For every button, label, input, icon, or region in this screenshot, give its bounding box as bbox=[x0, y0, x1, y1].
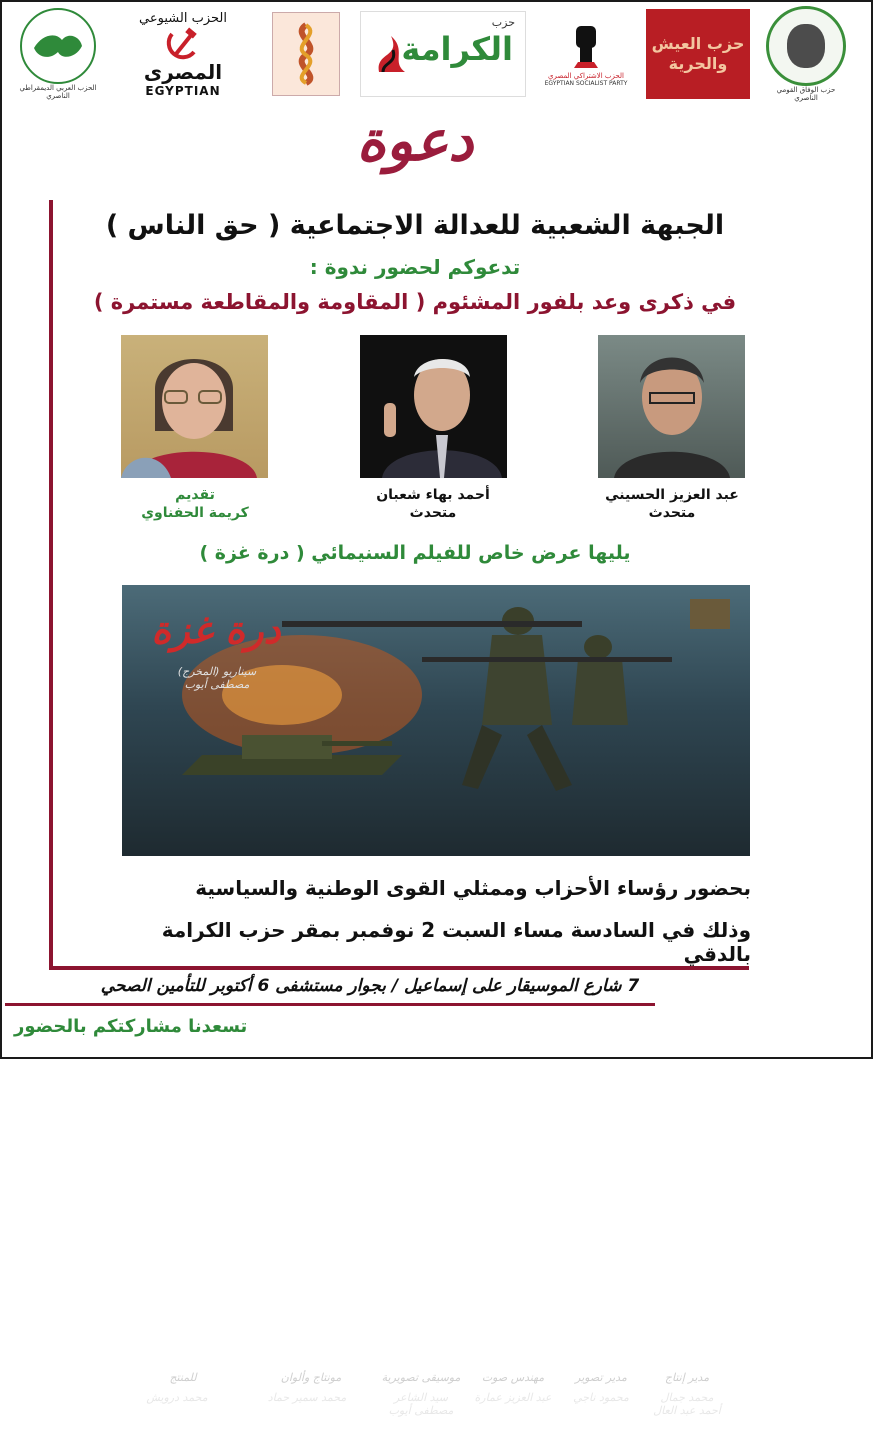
logo-caption-main: الكرامة bbox=[401, 30, 513, 68]
logo-caption-en: EGYPTIAN bbox=[145, 83, 221, 98]
socialist-party-fist-logo bbox=[542, 6, 630, 102]
speaker-name: أحمد بهاء شعبان bbox=[376, 487, 490, 503]
braid-emblem-logo bbox=[270, 6, 342, 102]
film-credits bbox=[122, 1365, 750, 1445]
maroon-vertical-rule bbox=[49, 200, 53, 970]
front-title: الجبهة الشعبية للعدالة الاجتماعية ( حق الناس ) bbox=[105, 210, 725, 241]
credit-role: مهندس صوت bbox=[481, 1371, 545, 1384]
logo-caption-top: الحزب الشيوعي bbox=[139, 10, 227, 26]
arab-nasserist-party-logo bbox=[18, 6, 98, 102]
logo-caption-en: EGYPTIAN SOCIALIST PARTY bbox=[544, 79, 628, 87]
credit-names: محمد جمال أحمد عبد العال bbox=[653, 1391, 721, 1417]
logo-caption: حزب العيش والحرية bbox=[651, 34, 745, 73]
karama-party-logo bbox=[360, 6, 526, 102]
closing-line: تسعدنا مشاركتكم بالحضور bbox=[14, 1016, 248, 1037]
credit-names: سيد الشاعر مصطفى أيوب bbox=[388, 1391, 454, 1417]
logo-strip bbox=[14, 6, 860, 102]
raised-fist-icon bbox=[566, 22, 606, 72]
seminar-topic: في ذكرى وعد بلفور المشئوم ( المقاومة والمقاطعة مستمرة ) bbox=[93, 290, 737, 314]
party-sign-panel bbox=[646, 9, 750, 99]
arab-map-icon bbox=[20, 8, 96, 84]
film-screening-line: يليها عرض خاص للفيلم السنيمائي ( درة غزة ) bbox=[199, 542, 631, 564]
torch-swirl-icon bbox=[371, 32, 411, 76]
karama-card bbox=[360, 11, 526, 97]
speaker-photo-1 bbox=[598, 335, 745, 478]
maroon-horizontal-rule bbox=[49, 966, 749, 970]
logo-caption-main: المصرى bbox=[143, 59, 223, 84]
logo-caption-top: حزب bbox=[491, 16, 515, 29]
nasserist-portrait-logo bbox=[766, 6, 846, 102]
credit-role: مونتاج وألوان bbox=[280, 1371, 342, 1384]
credit-names: عبد العزيز عمارة bbox=[474, 1391, 552, 1404]
venue-address: 7 شارع الموسيقار على إسماعيل / بجوار مستشفى 6 أكتوبر للتأمين الصحي bbox=[100, 976, 640, 996]
speaker-role: تقديم bbox=[175, 487, 215, 503]
credit-names: محمد سمير حماد bbox=[267, 1391, 347, 1404]
egyptian-communist-party-logo bbox=[124, 6, 242, 102]
logo-caption: الحزب العربي الديمقراطي الناصري bbox=[19, 84, 97, 100]
speaker-photo-3 bbox=[121, 335, 268, 478]
invite-line: تدعوكم لحضور ندوة : bbox=[309, 255, 521, 279]
logo-caption: حزب الوفاق القومي الناصري bbox=[776, 86, 836, 102]
speaker-caption-2 bbox=[333, 486, 533, 522]
film-subtitle: سيناريو (المخرج) مصطفى أيوب bbox=[177, 665, 257, 691]
time-place-line: وذلك في السادسة مساء السبت 2 نوفمبر بمقر حزب الكرامة بالدقي bbox=[161, 918, 751, 966]
film-title: درة غزة bbox=[151, 607, 281, 652]
credit-names: محمد درويش bbox=[146, 1391, 208, 1404]
speaker-role: متحدث bbox=[648, 505, 696, 521]
speaker-photo-2 bbox=[360, 335, 507, 478]
speaker-caption-3 bbox=[95, 486, 295, 522]
portrait-wreath-icon bbox=[766, 6, 846, 86]
credit-role: موسيقى تصويرية bbox=[381, 1371, 461, 1384]
hammer-sickle-icon bbox=[166, 26, 200, 60]
speaker-role: متحدث bbox=[409, 505, 457, 521]
maroon-bottom-rule bbox=[5, 1003, 655, 1006]
credit-role: للمنتج bbox=[169, 1371, 197, 1384]
credit-role: مدير تصوير bbox=[575, 1371, 627, 1384]
braid-panel bbox=[272, 12, 340, 96]
bread-freedom-party-logo bbox=[644, 6, 752, 102]
speaker-caption-1 bbox=[572, 486, 772, 522]
speaker-name: عبد العزيز الحسيني bbox=[605, 487, 739, 503]
braid-icon bbox=[289, 23, 323, 85]
speaker-name: كريمة الحفناوي bbox=[141, 505, 249, 521]
invitation-calligraphy: دعوة bbox=[356, 108, 474, 174]
credit-names: محمود ناجي bbox=[573, 1391, 629, 1404]
logo-caption: الحزب الاشتراكي المصري bbox=[548, 71, 624, 80]
attendance-line: بحضور رؤساء الأحزاب وممثلي القوى الوطنية والسياسية bbox=[195, 876, 751, 900]
credit-role: مدير إنتاج bbox=[664, 1371, 710, 1384]
